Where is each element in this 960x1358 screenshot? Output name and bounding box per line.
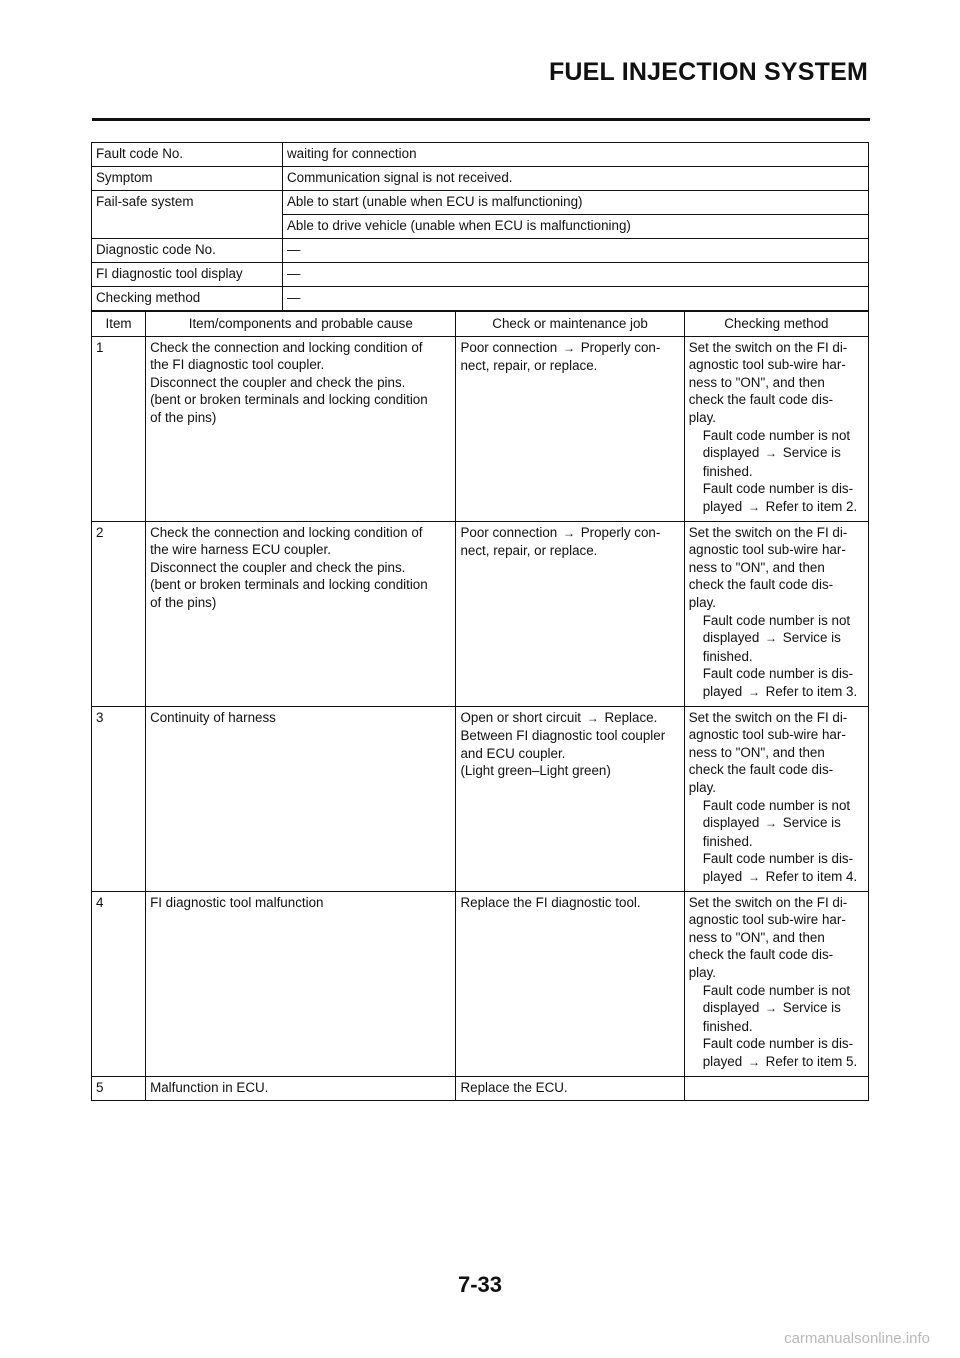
method-text: Service is [782,815,841,831]
job-line: Replace the FI diagnostic tool. [460,894,641,910]
checking-method-label: Checking method [92,287,283,311]
column-header-method: Checking method [684,312,868,337]
method-line: Fault code number is dis- [702,1036,854,1052]
title-rule [92,118,870,121]
method-line: agnostic tool sub-wire har- [688,542,846,558]
failsafe-row-1 [92,191,869,215]
table-row [92,521,869,706]
fault-code-label: Fault code No. [92,143,283,167]
method-cell [684,336,868,521]
symptom-label: Symptom [92,167,283,191]
job-cell [456,1076,684,1101]
method-line [689,444,864,463]
job-text: Properly con- [580,524,661,540]
tool-display-row [92,263,869,287]
job-text: Replace. [604,709,658,725]
method-line: Fault code number is dis- [702,851,854,867]
tool-display-label: FI diagnostic tool display [92,263,283,287]
cause-line: (bent or broken terminals and locking condition [150,577,428,593]
table-row [92,336,869,521]
job-line: Replace the ECU. [460,1079,568,1095]
cause-line: Disconnect the coupler and check the pins. [150,559,406,575]
method-line: finished. [702,463,753,479]
method-line: Set the switch on the FI di- [688,524,848,540]
item-number: 1 [92,336,146,521]
job-line: and ECU coupler. [460,745,566,761]
diag-code-value: — [283,239,869,263]
diag-code-label: Diagnostic code No. [92,239,283,263]
job-line [460,524,679,543]
method-line [689,498,864,517]
page-number: 7-33 [457,1272,503,1297]
failsafe-value-drive: Able to drive vehicle (unable when ECU is malfunctioning) [283,215,869,239]
item-number: 4 [92,891,146,1076]
method-line: Set the switch on the FI di- [688,894,848,910]
failsafe-label: Fail-safe system [92,191,283,239]
job-line [460,339,679,358]
method-cell [684,891,868,1076]
item-number: 2 [92,521,146,706]
method-line [689,683,864,702]
method-line: Fault code number is not [702,612,851,628]
method-line: Fault code number is not [702,427,851,443]
diagnosis-table [91,311,869,1101]
job-line: nect, repair, or replace. [460,543,598,559]
symptom-row [92,167,869,191]
method-line [689,868,864,887]
arrow-icon: → [586,710,599,725]
method-line: check the fault code dis- [688,392,834,408]
cause-cell [146,1076,456,1101]
method-line: ness to "ON", and then [688,929,825,945]
job-text: Poor connection [460,524,558,540]
method-line: check the fault code dis- [688,947,834,963]
method-line: play. [688,409,717,425]
failsafe-value-start: Able to start (unable when ECU is malfunctioning) [283,191,869,215]
method-line [689,814,864,833]
cause-line: of the pins) [150,594,217,610]
method-line: Set the switch on the FI di- [688,339,848,355]
method-line [689,999,864,1018]
cause-cell [146,336,456,521]
fault-summary-table [91,142,869,311]
method-line: play. [688,594,717,610]
cause-line: of the pins) [150,409,217,425]
method-line: play. [688,964,717,980]
page-title: FUEL INJECTION SYSTEM [548,58,868,86]
method-line: agnostic tool sub-wire har- [688,912,846,928]
cause-line: FI diagnostic tool malfunction [150,894,324,910]
method-line: Fault code number is not [702,982,851,998]
checking-method-row [92,287,869,311]
cause-line: Check the connection and locking condition of [150,339,423,355]
job-text: Poor connection [460,339,558,355]
method-text: displayed [702,815,760,831]
cause-line: Disconnect the coupler and check the pins. [150,374,406,390]
method-text: played [702,498,743,514]
symptom-value: Communication signal is not received. [283,167,869,191]
arrow-icon: → [747,869,760,884]
job-line: nect, repair, or replace. [460,358,598,374]
table-row [92,706,869,891]
arrow-icon: → [562,340,575,355]
method-cell [684,521,868,706]
method-line [689,1053,864,1072]
method-text: played [702,1053,743,1069]
method-line: ness to "ON", and then [688,559,825,575]
method-line: Fault code number is dis- [702,666,854,682]
method-line: Fault code number is dis- [702,481,854,497]
arrow-icon: → [765,446,778,461]
arrow-icon: → [747,684,760,699]
method-text: Refer to item 5. [765,1053,858,1069]
column-header-item: Item [92,312,146,337]
job-cell [456,521,684,706]
cause-line: the FI diagnostic tool coupler. [150,357,325,373]
method-line: finished. [702,1018,753,1034]
method-line: Fault code number is not [702,797,851,813]
tool-display-value: — [283,263,869,287]
cause-line: Check the connection and locking condition of [150,524,423,540]
method-text: played [702,868,743,884]
cause-line: (bent or broken terminals and locking condition [150,392,428,408]
arrow-icon: → [765,1001,778,1016]
job-text: Properly con- [580,339,661,355]
table-row [92,1076,869,1101]
item-number: 3 [92,706,146,891]
cause-cell [146,706,456,891]
method-text: displayed [702,1000,760,1016]
method-text: Refer to item 3. [765,683,858,699]
diagnosis-header-row [92,312,869,337]
arrow-icon: → [765,631,778,646]
cause-line: Continuity of harness [150,709,276,725]
method-line: check the fault code dis- [688,762,834,778]
item-number: 5 [92,1076,146,1101]
column-header-cause: Item/components and probable cause [146,312,456,337]
fault-code-row [92,143,869,167]
method-text: Service is [782,445,841,461]
job-cell [456,706,684,891]
method-text: played [702,683,743,699]
watermark: carmanualsonline.info [784,1330,930,1347]
method-line [689,629,864,648]
arrow-icon: → [747,499,760,514]
method-text: Refer to item 2. [765,498,858,514]
method-cell [684,1076,868,1101]
method-line: agnostic tool sub-wire har- [688,357,846,373]
checking-method-value: — [283,287,869,311]
method-text: Service is [782,1000,841,1016]
job-cell [456,336,684,521]
table-row [92,891,869,1076]
job-line: (Light green–Light green) [460,763,611,779]
method-line: ness to "ON", and then [688,374,825,390]
job-line: Between FI diagnostic tool coupler [460,728,666,744]
arrow-icon: → [747,1054,760,1069]
method-line: check the fault code dis- [688,577,834,593]
method-line: finished. [702,833,753,849]
cause-line: Malfunction in ECU. [150,1079,269,1095]
arrow-icon: → [562,525,575,540]
method-text: displayed [702,445,760,461]
method-text: displayed [702,630,760,646]
method-text: Refer to item 4. [765,868,858,884]
method-line: agnostic tool sub-wire har- [688,727,846,743]
fault-code-value: waiting for connection [283,143,869,167]
job-line [460,709,679,728]
job-text: Open or short circuit [460,709,582,725]
method-line: Set the switch on the FI di- [688,709,848,725]
cause-cell [146,521,456,706]
job-cell [456,891,684,1076]
cause-line: the wire harness ECU coupler. [150,542,331,558]
method-line: ness to "ON", and then [688,744,825,760]
method-line: play. [688,779,717,795]
method-cell [684,706,868,891]
method-text: Service is [782,630,841,646]
cause-cell [146,891,456,1076]
diag-code-row [92,239,869,263]
arrow-icon: → [765,816,778,831]
column-header-job: Check or maintenance job [456,312,684,337]
method-line: finished. [702,648,753,664]
